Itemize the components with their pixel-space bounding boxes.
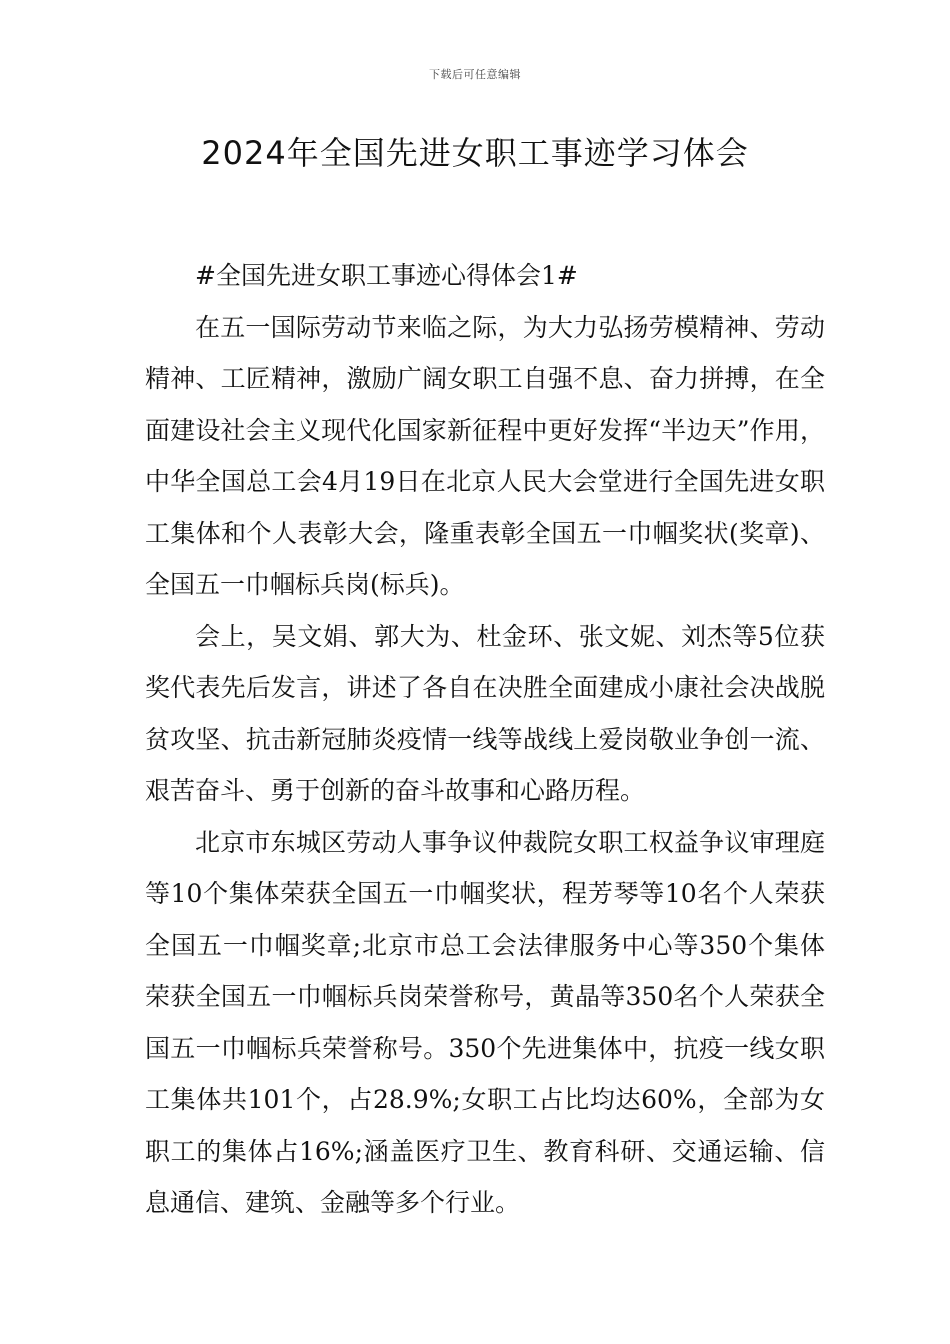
- paragraph-2: 会上，吴文娟、郭大为、杜金环、张文妮、刘杰等5位获奖代表先后发言，讲述了各自在决胜全面建成小康社会决战脱贫攻坚、抗击新冠肺炎疫情一线等战线上爱岗敬业争创一流、艰苦奋斗、勇于创新的奋斗故事和心路历程。: [145, 621, 825, 805]
- section-heading: #全国先进女职工事迹心得体会1#: [195, 261, 578, 290]
- document-body: [145, 250, 825, 1229]
- paragraph-3: 北京市东城区劳动人事争议仲裁院女职工权益争议审理庭等10个集体荣获全国五一巾帼奖状，程芳琴等10名个人荣获全国五一巾帼奖章;北京市总工会法律服务中心等350个集体荣获全国五一巾帼标兵岗荣誉称号，黄晶等350名个人荣获全国五一巾帼标兵荣誉称号。350个先进集体中，抗疫一线女职工集体共101个，占28.9%;女职工占比均达60%，全部为女职工的集体占16%;涵盖医疗卫生、教育科研、交通运输、信息通信、建筑、金融等多个行业。: [145, 827, 825, 1217]
- paragraph-1: 在五一国际劳动节来临之际，为大力弘扬劳模精神、劳动精神、工匠精神，激励广阔女职工自强不息、奋力拼搏，在全面建设社会主义现代化国家新征程中更好发挥“半边天”作用，中华全国总工会4月19日在北京人民大会堂进行全国先进女职工集体和个人表彰大会，隆重表彰全国五一巾帼奖状(奖章)、全国五一巾帼标兵岗(标兵)。: [145, 312, 825, 599]
- page-title: 2024年全国先进女职工事迹学习体会: [201, 134, 749, 172]
- header-note: 下载后可任意编辑: [429, 68, 521, 81]
